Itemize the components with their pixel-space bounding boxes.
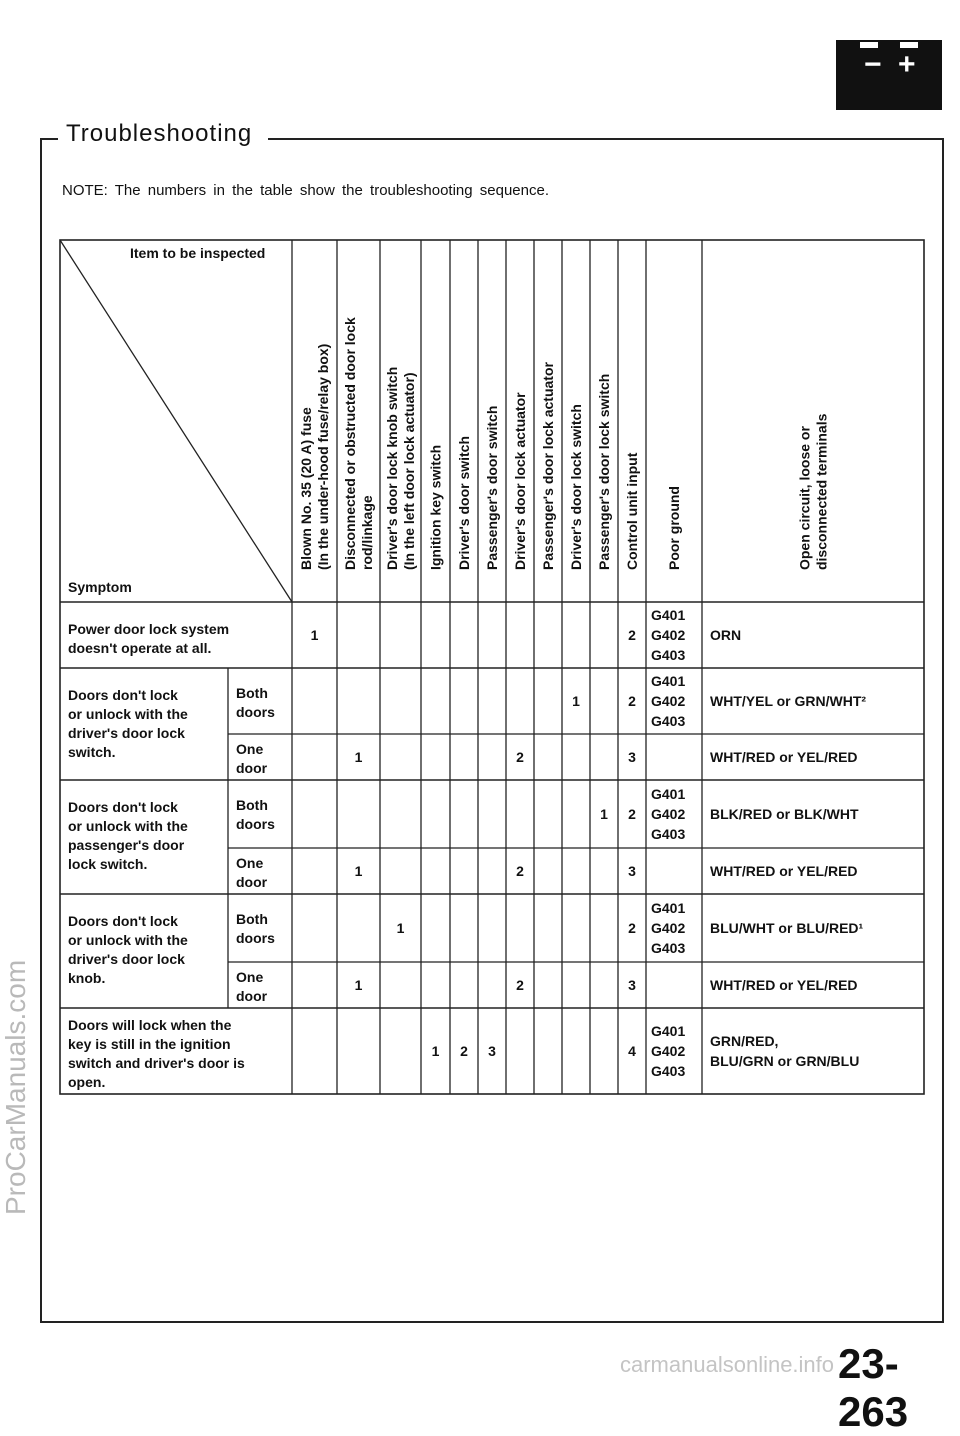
column-header: Passenger's door lock actuator [539, 362, 556, 570]
symptom-label: Doors don't lock [68, 913, 178, 929]
sequence-number: 3 [628, 977, 636, 993]
ground-label: G403 [651, 647, 686, 663]
symptom-label: open. [68, 1074, 106, 1090]
symptom-label: switch. [68, 744, 116, 760]
symptom-label: doesn't operate at all. [68, 640, 212, 656]
wire-color-label: WHT/YEL or GRN/WHT² [710, 693, 867, 709]
page-title: Troubleshooting [66, 120, 253, 147]
sequence-number: 2 [460, 1043, 468, 1059]
column-header: Passenger's door lock switch [595, 373, 612, 570]
both-doors-label: doors [236, 816, 275, 832]
symptom-label: switch and driver's door is [68, 1055, 245, 1071]
corner-label-top: Item to be inspected [130, 245, 266, 261]
one-door-label: One [236, 741, 264, 757]
table-border [60, 240, 924, 1094]
wire-color-label: BLK/RED or BLK/WHT [710, 806, 859, 822]
table-note: NOTE: The numbers in the table show the troubleshooting sequence. [62, 182, 549, 199]
sequence-number: 1 [572, 693, 580, 709]
symptom-label: key is still in the ignition [68, 1036, 231, 1052]
sequence-number: 4 [628, 1043, 636, 1059]
sequence-number: 1 [354, 863, 363, 879]
sequence-number: 2 [628, 627, 636, 643]
sequence-number: 1 [354, 749, 363, 765]
corner-diagonal [60, 240, 292, 602]
ground-label: G403 [651, 1063, 686, 1079]
sequence-number: 2 [628, 920, 636, 936]
symptom-label: or unlock with the [68, 706, 188, 722]
both-doors-label: doors [236, 930, 275, 946]
column-header: (In the under-hood fuse/relay box) [314, 343, 331, 570]
ground-label: G403 [651, 940, 686, 956]
sequence-number: 1 [396, 920, 405, 936]
wire-color-label: BLU/GRN or GRN/BLU [710, 1053, 860, 1069]
both-doors-label: Both [236, 797, 268, 813]
wire-color-label: GRN/RED, [710, 1033, 779, 1049]
symptom-label: or unlock with the [68, 818, 188, 834]
ground-label: G401 [651, 786, 686, 802]
corner-label-bottom: Symptom [68, 579, 132, 595]
symptom-label: Doors don't lock [68, 799, 178, 815]
symptom-label: passenger's door [68, 837, 185, 853]
sequence-number: 2 [516, 863, 524, 879]
wire-color-label: WHT/RED or YEL/RED [710, 977, 858, 993]
one-door-label: One [236, 969, 264, 985]
one-door-label: door [236, 874, 268, 890]
both-doors-label: Both [236, 911, 268, 927]
wire-color-label: WHT/RED or YEL/RED [710, 863, 858, 879]
column-header: disconnected terminals [813, 413, 830, 570]
ground-label: G401 [651, 1023, 686, 1039]
column-header: Disconnected or obstructed door lock [341, 317, 358, 570]
ground-label: G401 [651, 673, 686, 689]
sequence-number: 3 [628, 863, 636, 879]
sequence-number: 2 [516, 749, 524, 765]
symptom-label: driver's door lock [68, 951, 185, 967]
ground-label: G402 [651, 1043, 686, 1059]
wire-color-label: ORN [710, 627, 742, 643]
ground-label: G401 [651, 900, 686, 916]
column-header: Driver's door switch [455, 435, 472, 570]
both-doors-label: doors [236, 704, 275, 720]
column-header: Driver's door lock switch [567, 404, 584, 570]
column-header: Poor ground [665, 486, 682, 570]
column-header: Driver's door lock knob switch [383, 366, 400, 570]
ground-label: G402 [651, 920, 686, 936]
ground-label: G401 [651, 607, 686, 623]
one-door-label: One [236, 855, 264, 871]
column-header: (In the left door lock actuator) [400, 372, 417, 570]
symptom-label: Doors will lock when the [68, 1017, 232, 1033]
symptom-label: driver's door lock [68, 725, 185, 741]
column-header: rod/linkage [358, 495, 375, 570]
symptom-label: lock switch. [68, 856, 148, 872]
column-header: Control unit input [623, 452, 640, 570]
sequence-number: 1 [431, 1043, 440, 1059]
side-watermark: ProCarManuals.com [0, 959, 31, 1215]
sequence-number: 2 [516, 977, 524, 993]
column-header: Blown No. 35 (20 A) fuse [297, 407, 314, 570]
column-header: Passenger's door switch [483, 405, 500, 570]
sequence-number: 3 [628, 749, 636, 765]
wire-color-label: WHT/RED or YEL/RED [710, 749, 858, 765]
sequence-number: 1 [310, 627, 319, 643]
ground-label: G402 [651, 693, 686, 709]
ground-label: G402 [651, 806, 686, 822]
footer-watermark: carmanualsonline.info [620, 1352, 835, 1377]
both-doors-label: Both [236, 685, 268, 701]
sequence-number: 1 [600, 806, 608, 822]
plus-icon: + [898, 48, 916, 81]
sequence-number: 3 [488, 1043, 496, 1059]
sequence-number: 2 [628, 806, 636, 822]
column-header: Ignition key switch [427, 444, 444, 570]
column-header: Open circuit, loose or [796, 426, 813, 570]
symptom-label: Power door lock system [68, 621, 230, 637]
ground-label: G402 [651, 627, 686, 643]
symptom-label: or unlock with the [68, 932, 188, 948]
ground-label: G403 [651, 826, 686, 842]
symptom-label: knob. [68, 970, 106, 986]
symptom-label: Doors don't lock [68, 687, 178, 703]
one-door-label: door [236, 760, 268, 776]
ground-label: G403 [651, 713, 686, 729]
minus-icon: − [864, 48, 882, 81]
one-door-label: door [236, 988, 268, 1004]
sequence-number: 1 [354, 977, 363, 993]
column-header: Driver's door lock actuator [511, 392, 528, 570]
wire-color-label: BLU/WHT or BLU/RED¹ [710, 920, 864, 936]
sequence-number: 2 [628, 693, 636, 709]
page-number: 23-263 [838, 1340, 909, 1435]
